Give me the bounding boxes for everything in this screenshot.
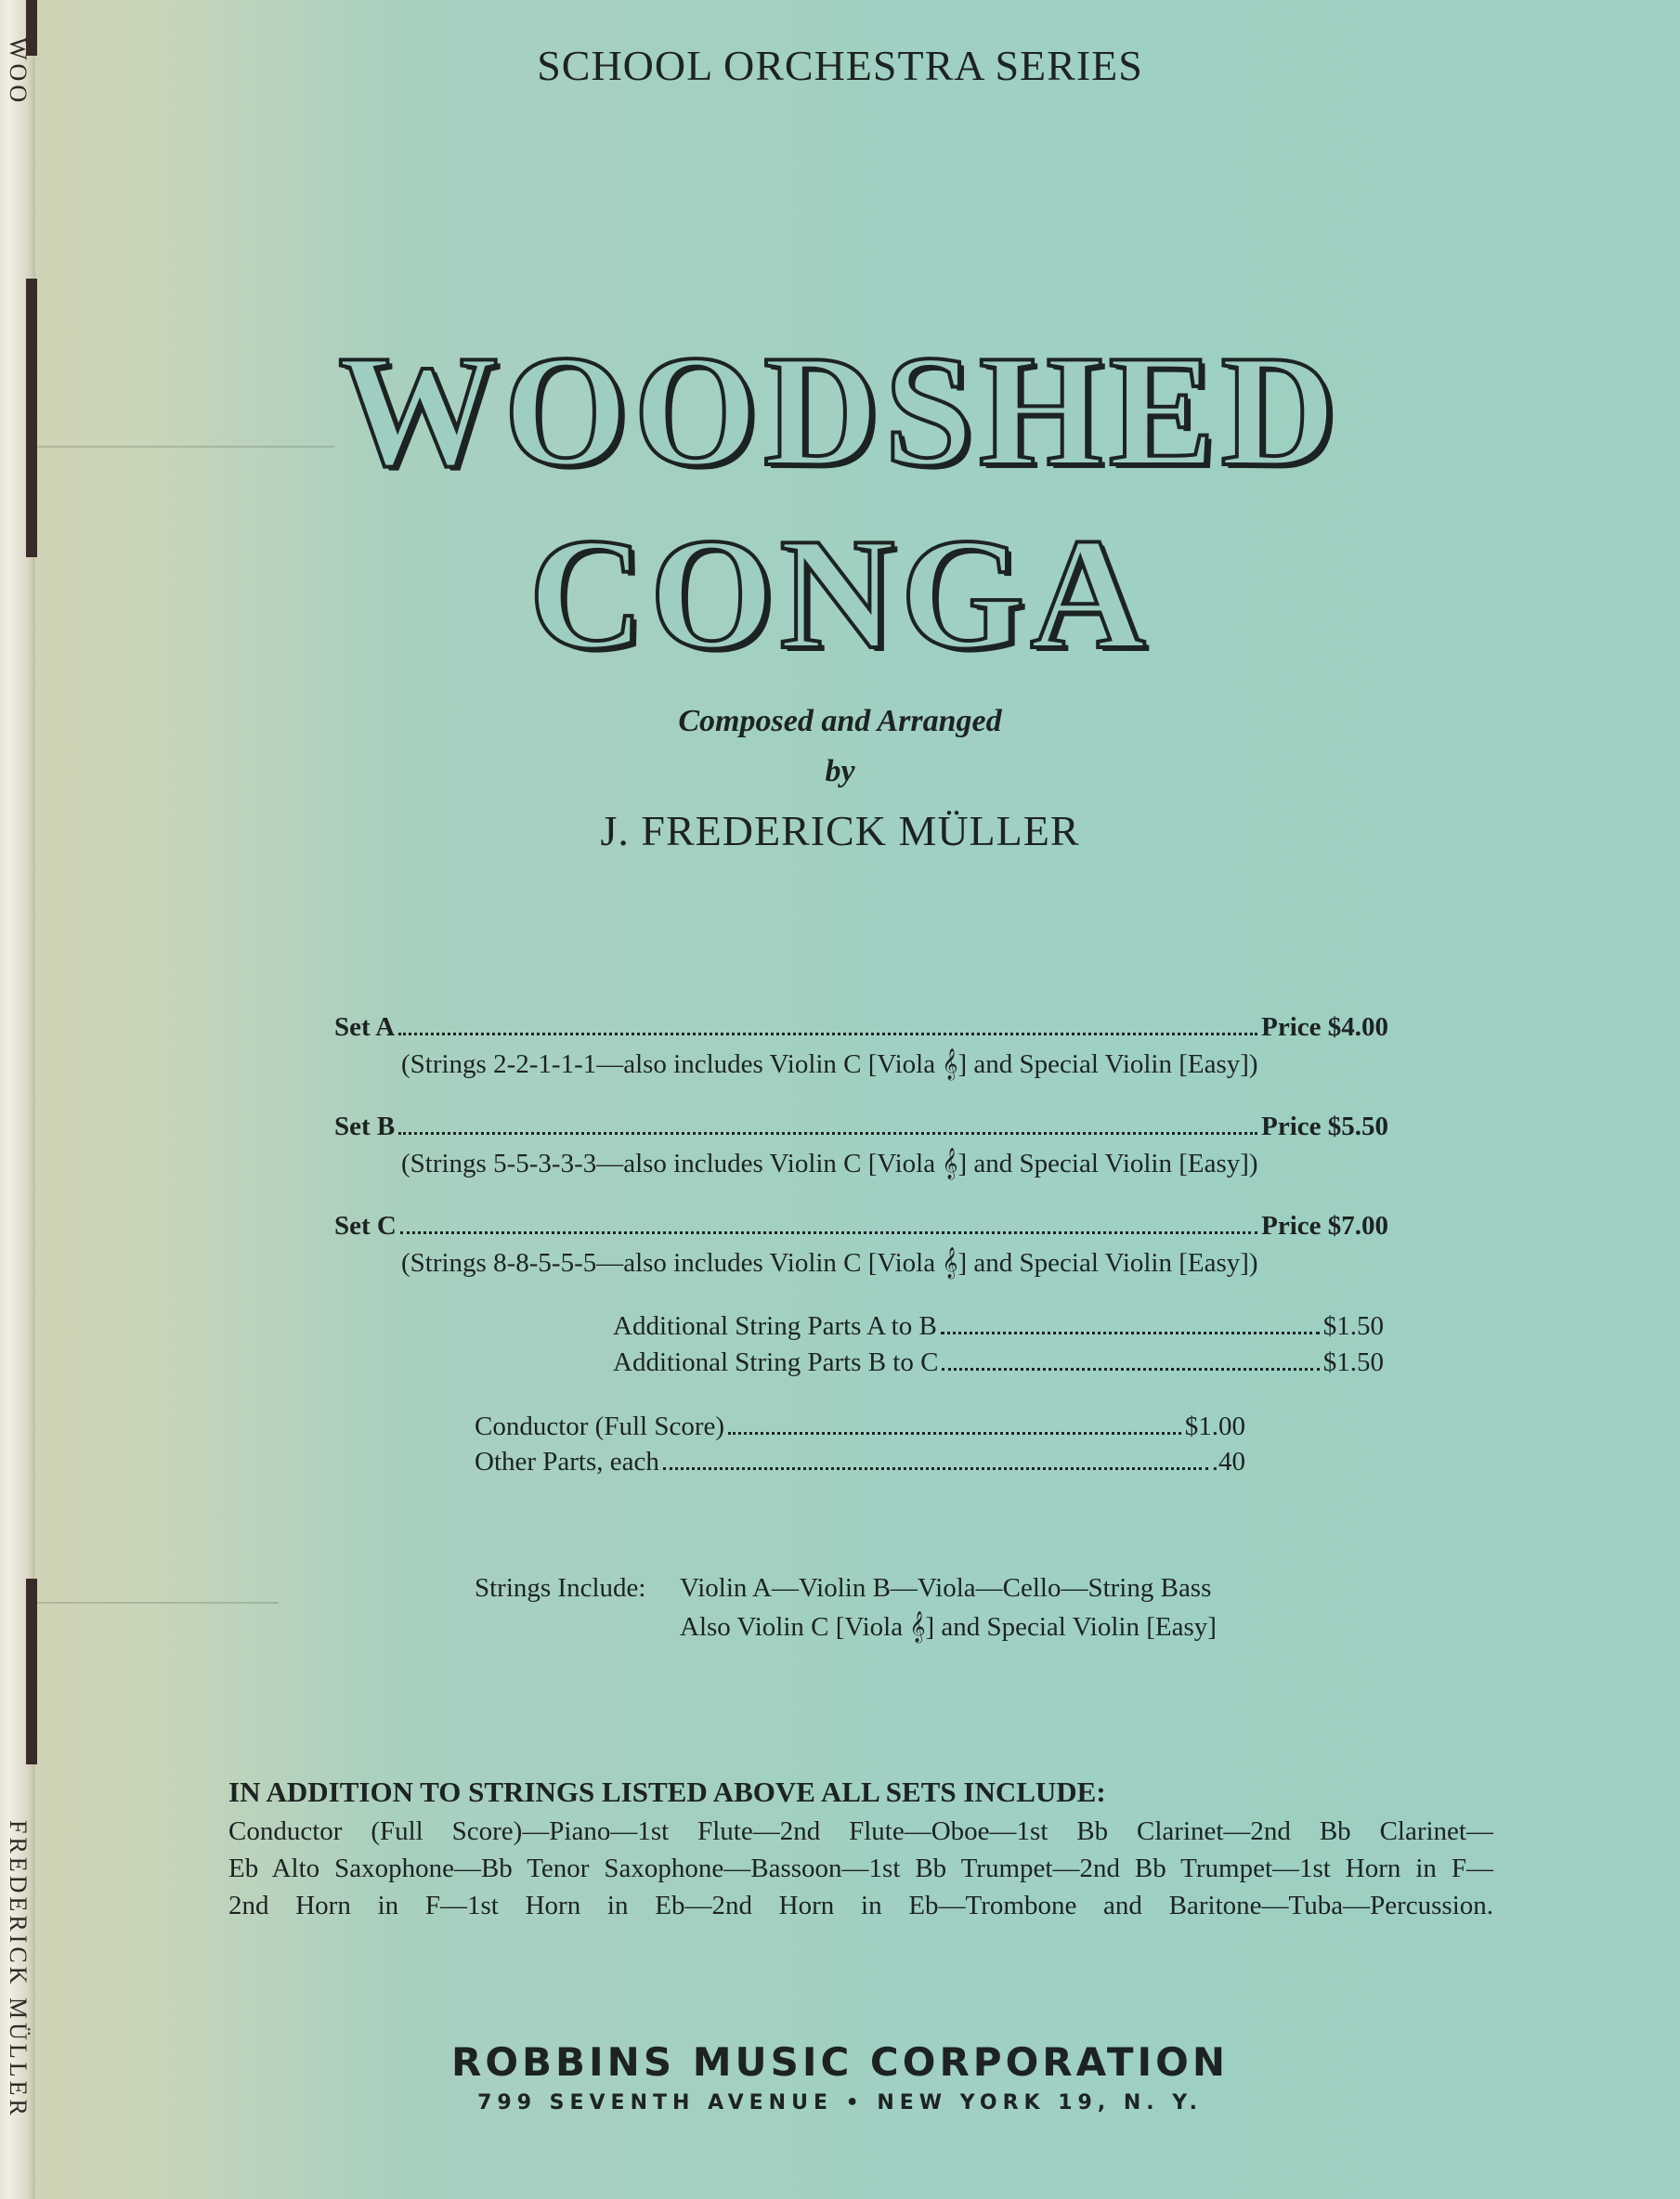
set-label: Set A [334,1012,396,1042]
set-label: Set B [334,1112,396,1141]
parts-price: $1.00 [1184,1412,1245,1441]
paper-crease [37,1602,279,1604]
credit-by: by [825,754,855,788]
set-note: (Strings 8-8-5-5-5—also includes Violin C [Viola 𝄞] and Special Violin [Easy]) [401,1248,1258,1278]
dot-leader [398,1132,1257,1135]
set-note: (Strings 2-2-1-1-1—also includes Violin C [Viola 𝄞] and Special Violin [Easy]) [401,1049,1258,1079]
additional-label: Additional String Parts B to C [613,1347,939,1377]
set-label: Set C [334,1211,397,1241]
parts-label: Other Parts, each [475,1447,659,1477]
dot-leader [941,1332,1320,1334]
addition-line: Conductor (Full Score)—Piano—1st Flute—2nd Flute—Oboe—1st Bb Clarinet—2nd Bb Clarinet— [228,1816,1493,1846]
spine-composer: FREDERICK MÜLLER [5,1820,32,2119]
set-note: (Strings 5-5-3-3-3—also includes Violin C [Viola 𝄞] and Special Violin [Easy]) [401,1149,1258,1178]
strings-label: Strings Include: [475,1573,646,1603]
additional-row [613,1347,1384,1381]
parts-price: .40 [1211,1447,1245,1477]
parts-label: Conductor (Full Score) [475,1412,725,1441]
set-a-row [334,1012,1388,1046]
dot-leader [942,1368,1319,1371]
set-c-row [334,1211,1388,1244]
spine-title: WOO [5,37,32,107]
set-price: Price $4.00 [1261,1012,1388,1042]
parts-row [475,1412,1245,1445]
composer-name: J. FREDERICK MÜLLER [600,807,1080,854]
additional-label: Additional String Parts A to B [613,1311,937,1341]
spine-tear [26,1579,37,1764]
page-title: WOODSHED CONGA [338,323,1342,683]
addition-heading: IN ADDITION TO STRINGS LISTED ABOVE ALL SETS INCLUDE: [228,1776,1106,1808]
dot-leader [400,1231,1257,1234]
strings-line: Also Violin C [Viola 𝄞] and Special Violin [Easy] [680,1612,1217,1642]
addition-line: Eb Alto Saxophone—Bb Tenor Saxophone—Bassoon—1st Bb Trumpet—2nd Bb Trumpet—1st Horn in F— [228,1854,1493,1883]
strings-line: Violin A—Violin B—Viola—Cello—String Bass [680,1573,1212,1603]
additional-row [613,1311,1384,1345]
dot-leader [728,1432,1181,1435]
additional-price: $1.50 [1322,1311,1384,1341]
dot-leader [398,1033,1257,1035]
publisher-address: 799 SEVENTH AVENUE • NEW YORK 19, N. Y. [477,2091,1203,2114]
parts-row [475,1447,1245,1480]
credit-line: Composed and Arranged [678,704,1002,738]
series-title: SCHOOL ORCHESTRA SERIES [537,42,1143,89]
addition-line: 2nd Horn in F—1st Horn in Eb—2nd Horn in Eb—Trombone and Baritone—Tuba—Percussion. [228,1891,1493,1920]
additional-price: $1.50 [1322,1347,1384,1377]
set-price: Price $7.00 [1261,1211,1388,1241]
set-price: Price $5.50 [1261,1112,1388,1141]
set-b-row [334,1112,1388,1145]
dot-leader [663,1467,1208,1470]
publisher-name: ROBBINS MUSIC CORPORATION [450,2039,1229,2085]
